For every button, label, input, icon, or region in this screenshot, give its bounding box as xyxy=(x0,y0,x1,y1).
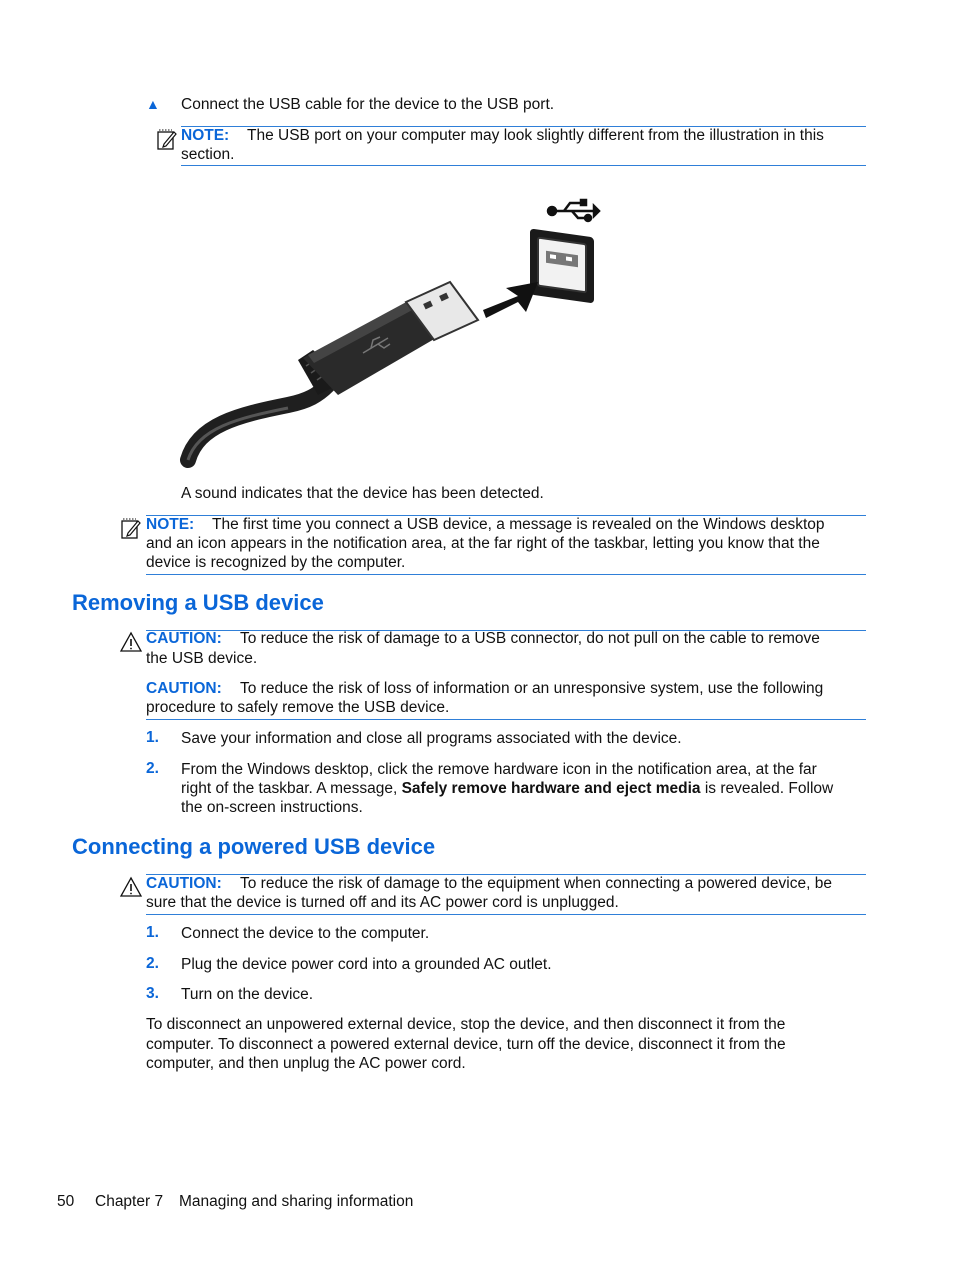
note1-label: NOTE: xyxy=(181,127,230,144)
note2-line1: The first time you connect a USB device, a message is revealed on the Windows desktop xyxy=(212,516,825,533)
caution3-line1: To reduce the risk of damage to the equipment when connecting a powered device, be xyxy=(240,875,832,892)
chapter-title: Managing and sharing information xyxy=(179,1193,414,1210)
chapter-label: Chapter 7 xyxy=(95,1193,164,1210)
note2-label: NOTE: xyxy=(146,516,195,533)
step-text: Connect the USB cable for the device to the USB port. xyxy=(181,96,555,113)
caution2-line2: procedure to safely remove the USB device. xyxy=(146,699,450,716)
step-number: 1. xyxy=(146,924,159,941)
usb-port xyxy=(530,228,594,303)
step-text-line3: the on-screen instructions. xyxy=(181,799,363,816)
caution1-label: CAUTION: xyxy=(146,630,222,647)
note1-bottom-rule xyxy=(181,165,866,166)
note-icon xyxy=(120,516,142,540)
usb-symbol-icon xyxy=(548,200,599,221)
step-text: Turn on the device. xyxy=(181,986,314,1003)
step-number: 2. xyxy=(146,955,159,972)
caution-triangle-icon xyxy=(119,631,143,653)
step-number: 2. xyxy=(146,760,159,777)
step-number: 3. xyxy=(146,985,159,1002)
usb-illustration xyxy=(178,190,608,475)
step-text: From the Windows desktop, click the remove hardware icon in the notification area, at the far xyxy=(181,761,817,778)
note1-line1: The USB port on your computer may look slightly different from the illustration in this xyxy=(247,127,824,144)
note1-line2: section. xyxy=(181,146,235,163)
message-name: Safely remove hardware and eject media xyxy=(401,780,701,797)
insert-arrow xyxy=(483,282,538,318)
caution1-line1: To reduce the risk of damage to a USB connector, do not pull on the cable to remove xyxy=(240,630,820,647)
note-icon xyxy=(156,127,178,151)
paragraph-line3: computer, and then unplug the AC power cord. xyxy=(146,1055,466,1072)
caution3-line2: sure that the device is turned off and its AC power cord is unplugged. xyxy=(146,894,619,911)
paragraph-line1: To disconnect an unpowered external device, stop the device, and then disconnect it from the xyxy=(146,1016,786,1033)
step-text: Plug the device power cord into a grounded AC outlet. xyxy=(181,956,552,973)
caution3-bottom-rule xyxy=(146,914,866,915)
section1-heading: Removing a USB device xyxy=(72,590,324,615)
illustration-caption: A sound indicates that the device has been detected. xyxy=(181,485,544,502)
note2-line2: and an icon appears in the notification area, at the far right of the taskbar, letting you know that the xyxy=(146,535,820,552)
caution2-label: CAUTION: xyxy=(146,680,222,697)
note2-bottom-rule xyxy=(146,574,866,575)
caution-triangle-icon xyxy=(119,876,143,898)
step-text-part: is revealed. Follow xyxy=(700,780,834,797)
step-text-line2 xyxy=(181,779,833,798)
step-marker: ▲ xyxy=(146,96,160,112)
note2-line3: device is recognized by the computer. xyxy=(146,554,406,571)
caution2-bottom-rule xyxy=(146,719,866,720)
caution2-line1: To reduce the risk of loss of information or an unresponsive system, use the following xyxy=(240,680,824,697)
step-text-part: right of the taskbar. A message, xyxy=(181,780,402,797)
page-number: 50 xyxy=(57,1193,75,1210)
caution1-line2: the USB device. xyxy=(146,650,258,667)
step-text: Save your information and close all programs associated with the device. xyxy=(181,730,682,747)
caution3-label: CAUTION: xyxy=(146,875,222,892)
step-number: 1. xyxy=(146,729,159,746)
section2-heading: Connecting a powered USB device xyxy=(72,834,436,859)
paragraph-line2: computer. To disconnect a powered external device, turn off the device, disconnect it from the xyxy=(146,1036,786,1053)
step-text: Connect the device to the computer. xyxy=(181,925,430,942)
